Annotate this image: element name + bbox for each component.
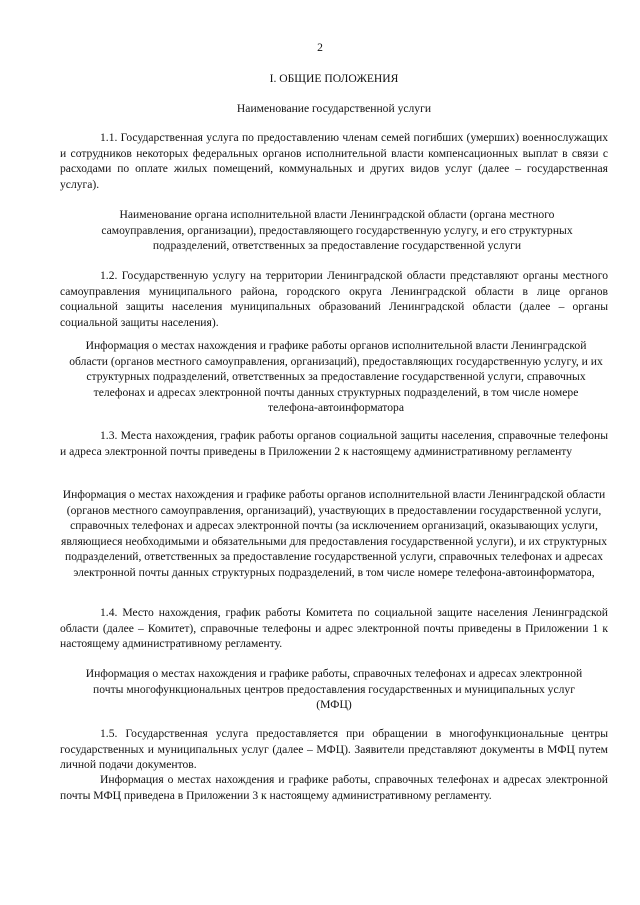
subheading-service-name: Наименование государственной услуги <box>236 102 432 115</box>
paragraph-1-5-info: Информация о местах нахождения и графике работы, справочных телефонах и адресах электронной почты МФЦ приведена в Приложении 3 к настоящему административному регламенту. <box>60 773 608 802</box>
subheading-info-1: Информация о местах нахождения и графике работы органов исполнительной власти Ленинградской области (органов местного самоуправления, организаций), предоставляющих государственную услугу, и их структурных подразделений, ответственных за предоставление государственной услуги, справочных телефонах и адресах электронной почты данных структурных подразделений, в том числе номере телефона-автоинформатора <box>69 339 603 414</box>
paragraph-1-4: 1.4. Место нахождения, график работы Комитета по социальной защите населения Ленинградской области (далее – Комитет), справочные телефоны и адрес электронной почты приведены в Приложении 1 к настоящему административному регламенту. <box>60 606 608 650</box>
paragraph-1-2: 1.2. Государственную услугу на территории Ленинградской области представляют органы местного самоуправления муниципального района, городского округа Ленинградской области в лице органов социальной защиты населения муниципальных образований Ленинградской области (далее – органы социальной защиты населения). <box>60 269 608 329</box>
subheading-organ: Наименование органа исполнительной власти Ленинградской области (органа местного самоуправления, организации), предоставляющего государственную услугу, и его структурных подразделений, ответственных за предоставление государственной услуги <box>101 208 573 252</box>
paragraph-1-3: 1.3. Места нахождения, график работы органов социальной защиты населения, справочные телефоны и адреса электронной почты приведены в Приложении 2 к настоящему административному регламенту <box>60 429 608 458</box>
paragraph-1-1: 1.1. Государственная услуга по предоставлению членам семей погибших (умерших) военнослужащих и сотрудников некоторых федеральных органов исполнительной власти компенсационных выплат в связи с расходами по оплате жилых помещений, коммунальных и других видов услуг (далее – государственная услуга). <box>60 131 608 191</box>
section-title: I. ОБЩИЕ ПОЛОЖЕНИЯ <box>269 72 399 85</box>
paragraph-1-5: 1.5. Государственная услуга предоставляется при обращении в многофункциональные центры государственных и муниципальных услуг (далее – МФЦ). Заявители представляют документы в МФЦ путем личной подачи документов. <box>60 727 608 771</box>
subheading-mfc: Информация о местах нахождения и графике работы, справочных телефонах и адресах электронной почты многофункциональных центров предоставления государственных и муниципальных услуг (МФЦ) <box>85 667 583 711</box>
subheading-info-2: Информация о местах нахождения и графике работы органов исполнительной власти Ленинградской области (органов местного самоуправления, организаций), участвующих в предоставлении государственной услуги, справочных телефонах и адресах электронной почты (за исключением организаций, оказывающих услуги, являющиеся необходимыми и обязательными для предоставления государственной услуги), и их структурных подразделений, ответственных за предоставление государственной услуги, справочных телефонах и адресах электронной почты данных структурных подразделений, в том числе номере телефона-автоинформатора, <box>61 488 607 579</box>
page-number: 2 <box>317 41 323 54</box>
